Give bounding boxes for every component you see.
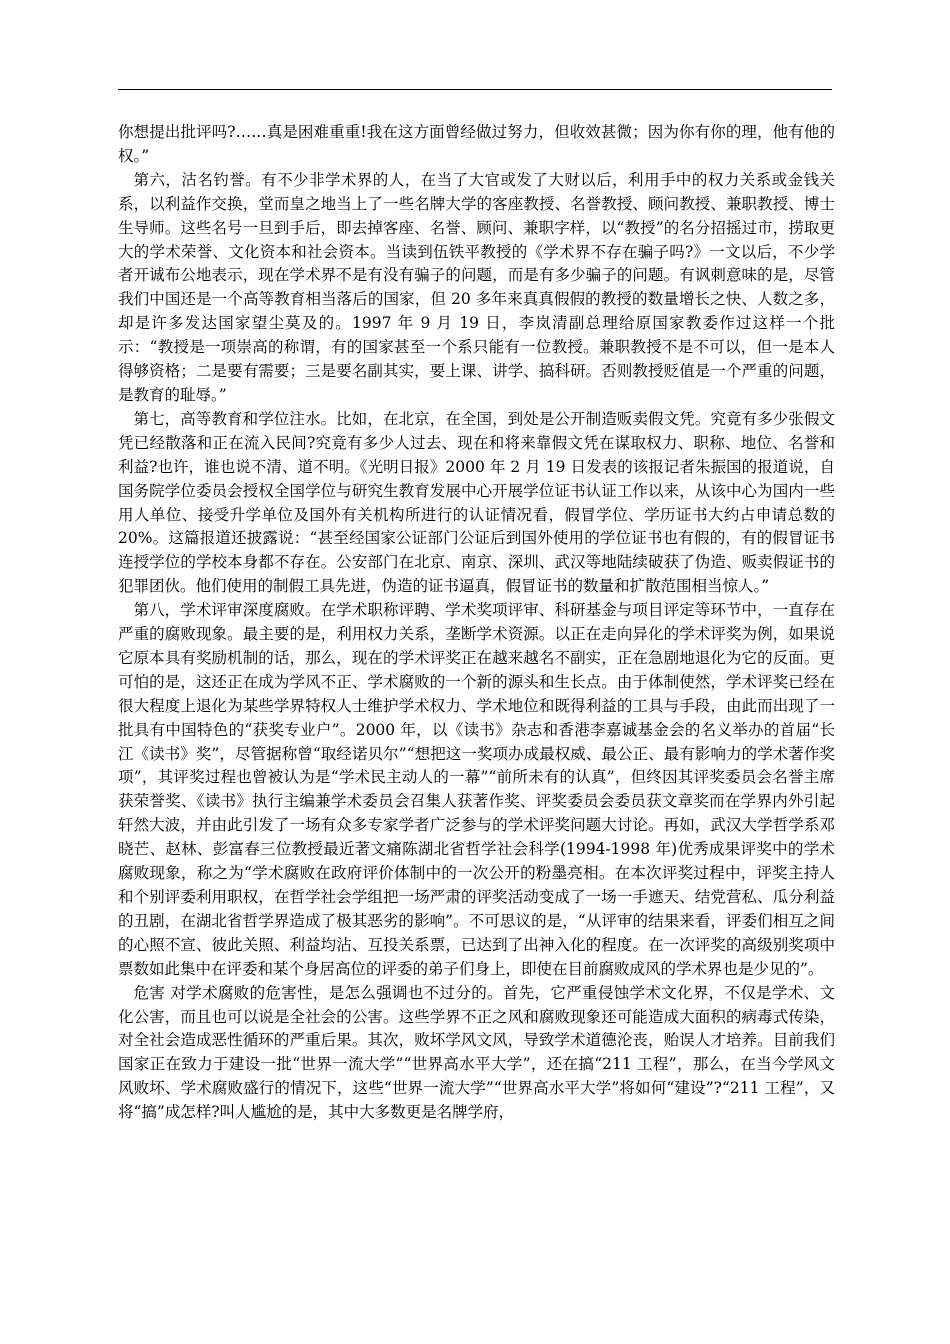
paragraph-seventh: 第七，高等教育和学位注水。比如，在北京，在全国，到处是公开制造贩卖假文凭。究竟有多少张假文凭已经散落和正在流入民间?究竟有多少人过去、现在和将来靠假文凭在谋取权力、职称、地位、名誉和利益?也许，谁也说不清、道不明。《光明日报》2000 年 2 月 19 日发表的该报记者朱振国的报道说，自国务院学位委员会授权全国学位与研究生教育发展中心开展学位证书认证工作以来，从该中心为国内一些用人单位、接受升学单位及国外有关机构所进行的认证情况看，假冒学位、学历证书大约占申请总数的 20%。这篇报道还披露说：“甚至经国家公证部门公证后到国外使用的学位证书也有假的，有的假冒证书连授学位的学校本身都不存在。公安部门在北京、南京、深圳、武汉等地陆续破获了伪造、贩卖假证书的犯罪团伙。他们使用的制假工具先进，伪造的证书逼真，假冒证书的数量和扩散范围相当惊人。” [118, 409, 835, 596]
paragraph-continuation: 你想提出批评吗?……真是困难重重!我在这方面曾经做过努力，但收效甚微；因为你有你的理，他有他的权。” [118, 123, 835, 165]
paragraph-eighth: 第八，学术评审深度腐败。在学术职称评聘、学术奖项评审、科研基金与项目评定等环节中，一直存在严重的腐败现象。最主要的是，利用权力关系，垄断学术资源。以正在走向异化的学术评奖为例，如果说它原本具有奖励机制的话，那么，现在的学术评奖正在越来越名不副实，正在急剧地退化为它的反面。更可怕的是，这还正在成为学风不正、学术腐败的一个新的源头和生长点。由于体制使然，学术评奖已经在很大程度上退化为某些学界特权人士维护学术权力、学术地位和既得利益的工具与手段，由此而出现了一批具有中国特色的“获奖专业户”。2000 年，以《读书》杂志和香港李嘉诚基金会的名义举办的首届“长江《读书》奖”，尽管据称曾“取经诺贝尔”“想把这一奖项办成最权威、最公正、最有影响力的学术著作奖项”，其评奖过程也曾被认为是“学术民主动人的一幕”“前所未有的认真”，但终因其评奖委员会名誉主席获荣誉奖、《读书》执行主编兼学术委员会召集人获著作奖、评奖委员会委员获文章奖而在学界内外引起轩然大波，并由此引发了一场有众多专家学者广泛参与的学术评奖问题大讨论。再如，武汉大学哲学系邓晓芒、赵林、彭富春三位教授最近著文痛陈湖北省哲学社会科学(1994-1998 年)优秀成果评奖中的学术腐败现象，称之为“学术腐败在政府评价体制中的一次公开的粉墨亮相。在本次评奖过程中，评奖主持人和个别评委利用职权，在哲学社会学组把一场严肃的评奖活动变成了一场一手遮天、结党营私、瓜分利益的丑剧，在湖北省哲学界造成了极其恶劣的影响”。不可思议的是，“从评审的结果来看，评委们相互之间的心照不宣、彼此关照、利益均沾、互投关系票，已达到了出神入化的程度。在一次评奖的高级别奖项中票数如此集中在评委和某个身居高位的评委的弟子们身上，即使在目前腐败成风的学术界也是少见的”。 [118, 601, 835, 978]
paragraph-sixth: 第六，沽名钓誉。有不少非学术界的人，在当了大官或发了大财以后，利用手中的权力关系或金钱关系，以利益作交换，堂而皇之地当上了一些名牌大学的客座教授、名誉教授、顾问教授、兼职教授、博士生导师。这些名号一旦到手后，即去掉客座、名誉、顾问、兼职字样，以“教授”的名分招摇过市，捞取更大的学术荣誉、文化资本和社会资本。当读到伍铁平教授的《学术界不存在骗子吗?》一文以后，不少学者开诚布公地表示，现在学术界不是有没有骗子的问题，而是有多少骗子的问题。有讽刺意味的是，尽管我们中国还是一个高等教育相当落后的国家，但 20 多年来真真假假的教授的数量增长之快、人数之多，却是许多发达国家望尘莫及的。1997 年 9 月 19 日，李岚清副总理给原国家教委作过这样一个批示：“教授是一项崇高的称谓，有的国家甚至一个系只能有一位教授。兼职教授不是不可以，但一是本人得够资格；二是要有需要；三是要名副其实，要上课、讲学、搞科研。否则教授贬值是一个严重的问题，是教育的耻辱。” [118, 170, 835, 404]
body-text [118, 121, 835, 1125]
header-rule [118, 89, 832, 90]
paragraph-harm: 危害 对学术腐败的危害性，是怎么强调也不过分的。首先，它严重侵蚀学术文化界，不仅是学术、文化公害，而且也可以说是全社会的公害。这些学界不正之风和腐败现象还可能造成大面积的病毒式传染，对全社会造成恶性循环的严重后果。其次，败坏学风文风，导致学术道德沦丧，贻误人才培养。目前我们国家正在致力于建设一批“世界一流大学”“世界高水平大学”，还在搞“211 工程”，那么，在当今学风文风败坏、学术腐败盛行的情况下，这些“世界一流大学”“世界高水平大学”将如何“建设”?“211 工程”，又将“搞”成怎样?叫人尴尬的是，其中大多数更是名牌学府， [118, 983, 835, 1122]
